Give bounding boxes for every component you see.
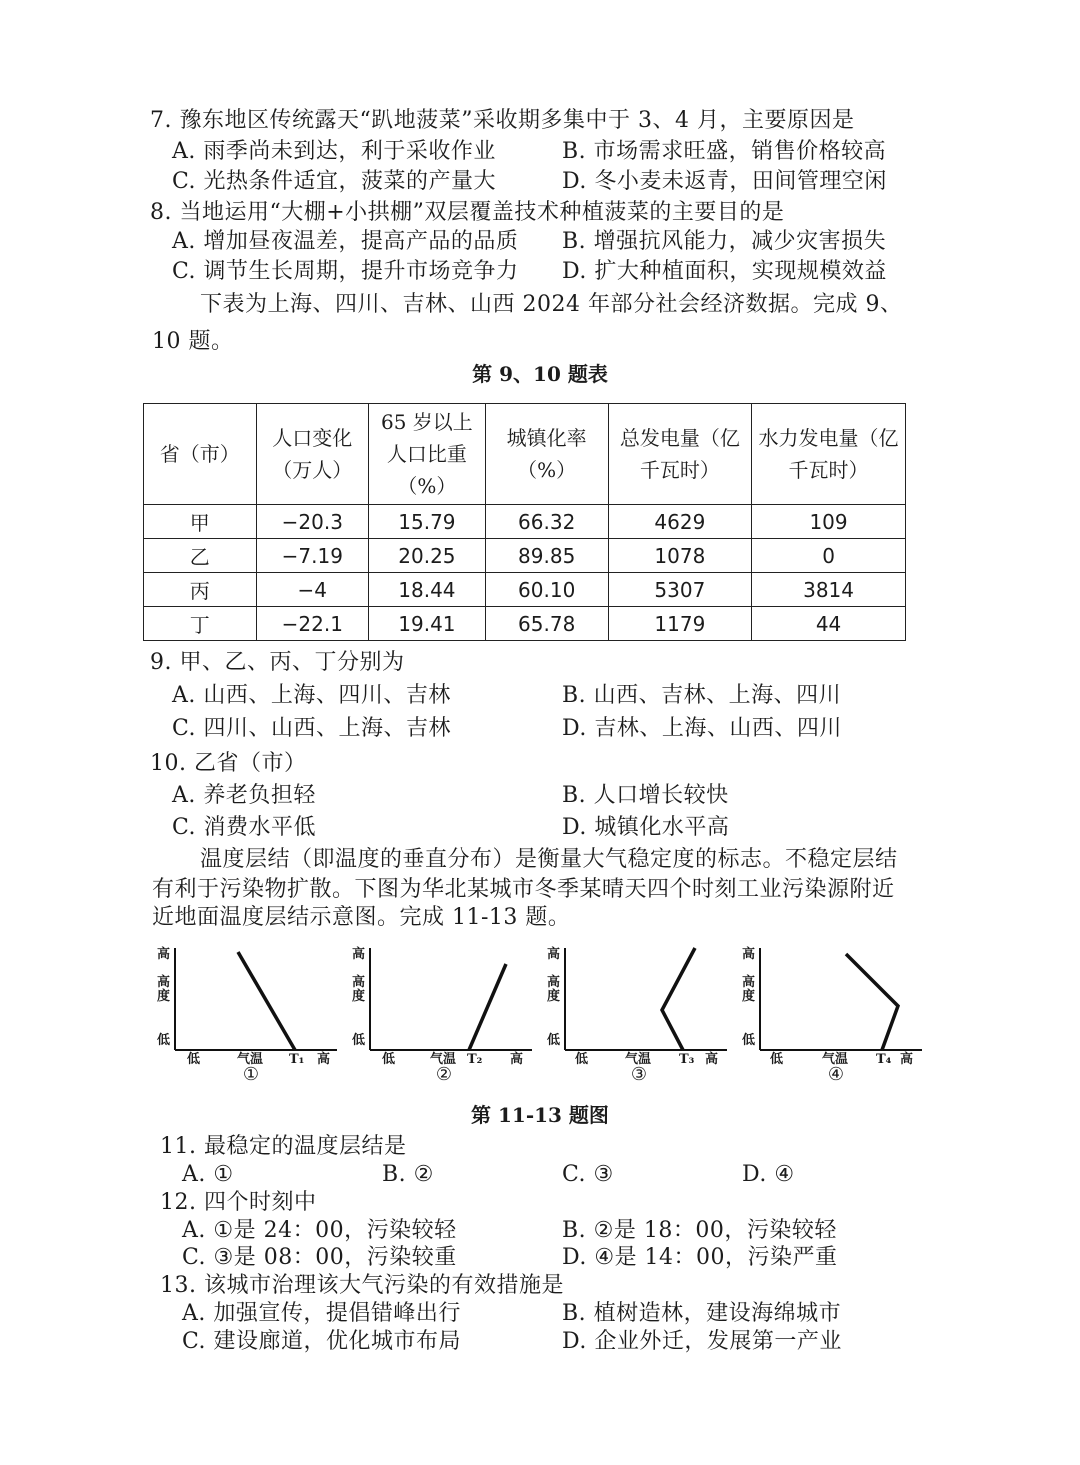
header-hydro-power: 水力发电量（亿千瓦时） [752,404,906,505]
q10-stem: 10. 乙省（市） [150,751,307,776]
x-axis-low: 低 [770,1052,784,1067]
q11-option-d: D. ④ [742,1162,795,1187]
y-axis-high: 高 [157,947,171,962]
table-row [144,573,906,607]
q10-option-c: C. 消费水平低 [172,815,317,840]
header-province: 省（市） [144,404,257,505]
table-cell: 44 [752,607,906,641]
x-axis-low: 低 [575,1052,589,1067]
t-label: T₁ [289,1052,305,1067]
q13-option-d: D. 企业外迁，发展第一产业 [562,1329,842,1354]
q13-option-b: B. 植树造林，建设海绵城市 [562,1301,842,1326]
x-axis-label: 气温 [430,1052,457,1067]
table-header-row [144,404,906,505]
q8-option-c: C. 调节生长周期，提升市场竞争力 [172,259,519,284]
panel-number: ② [435,1064,453,1085]
t-label: T₃ [679,1052,695,1067]
q11-option-a: A. ① [182,1162,234,1187]
q10-option-a: A. 养老负担轻 [172,783,316,808]
q8-stem: 8. 当地运用“大棚+小拱棚”双层覆盖技术种植菠菜的主要目的是 [150,200,785,225]
x-axis-high: 高 [705,1052,719,1067]
table-cell: −20.3 [256,505,369,539]
table-cell: 18.44 [369,573,486,607]
intro-11-13-line1: 温度层结（即温度的垂直分布）是衡量大气稳定度的标志。不稳定层结 [200,847,898,872]
x-axis-high: 高 [317,1052,331,1067]
y-axis-label: 高度 [157,975,171,1004]
q11-option-b: B. ② [382,1162,434,1187]
table-cell: 3814 [752,573,906,607]
x-axis-high: 高 [900,1052,914,1067]
table-cell: 5307 [608,573,752,607]
table-cell: 89.85 [485,539,608,573]
x-axis-low: 低 [382,1052,396,1067]
temperature-profile-2 [350,940,540,1065]
intro-9-10-line2: 10 题。 [152,329,234,354]
table-cell: 20.25 [369,539,486,573]
y-axis-label: 高度 [352,975,366,1004]
q7-option-a: A. 雨季尚未到达，利于采收作业 [172,139,496,164]
table-cell: −22.1 [256,607,369,641]
y-axis-low: 低 [547,1033,561,1048]
table-cell: 乙 [144,539,257,573]
data-table [143,403,906,641]
y-axis-low: 低 [742,1033,756,1048]
q9-option-a: A. 山西、上海、四川、吉林 [172,683,451,708]
table-cell: 4629 [608,505,752,539]
header-urbanization: 城镇化率（%） [485,404,608,505]
table-cell: −4 [256,573,369,607]
q12-option-a: A. ①是 24：00，污染较轻 [182,1218,457,1243]
figure-panel-2 [350,940,540,1090]
y-axis-high: 高 [352,947,366,962]
table-row [144,539,906,573]
panel-number: ① [242,1064,260,1085]
q9-option-d: D. 吉林、上海、山西、四川 [562,716,842,741]
table-cell: 1078 [608,539,752,573]
x-axis-low: 低 [187,1052,201,1067]
table-row [144,607,906,641]
q8-option-d: D. 扩大种植面积，实现规模效益 [562,259,887,284]
table-cell: 66.32 [485,505,608,539]
q8-option-a: A. 增加昼夜温差，提高产品的品质 [172,229,519,254]
q11-option-c: C. ③ [562,1162,614,1187]
intro-11-13-line3: 近地面温度层结示意图。完成 11-13 题。 [152,905,571,930]
t-label: T₂ [467,1052,483,1067]
q12-option-d: D. ④是 14：00，污染严重 [562,1245,838,1270]
y-axis-low: 低 [157,1033,171,1048]
q10-option-d: D. 城镇化水平高 [562,815,730,840]
q12-stem: 12. 四个时刻中 [160,1190,317,1215]
q13-option-c: C. 建设廊道，优化城市布局 [182,1329,462,1354]
temperature-profile-4 [740,940,930,1065]
temperature-profile-3 [545,940,735,1065]
x-axis-high: 高 [510,1052,524,1067]
q9-option-c: C. 四川、山西、上海、吉林 [172,716,452,741]
table-cell: 19.41 [369,607,486,641]
header-total-power: 总发电量（亿千瓦时） [608,404,752,505]
q13-stem: 13. 该城市治理该大气污染的有效措施是 [160,1273,564,1298]
q7-option-c: C. 光热条件适宜，菠菜的产量大 [172,169,497,194]
table-caption: 第 9、10 题表 [472,362,608,386]
q12-option-b: B. ②是 18：00，污染较轻 [562,1218,837,1243]
table-cell: 15.79 [369,505,486,539]
intro-11-13-line2: 有利于污染物扩散。下图为华北某城市冬季某晴天四个时刻工业污染源附近 [152,877,895,902]
q10-option-b: B. 人口增长较快 [562,783,729,808]
q7-option-b: B. 市场需求旺盛，销售价格较高 [562,139,887,164]
y-axis-label: 高度 [742,975,756,1004]
table-cell: 1179 [608,607,752,641]
table-cell: 甲 [144,505,257,539]
figure-panel-1 [155,940,345,1090]
table-cell: 60.10 [485,573,608,607]
header-elderly-ratio: 65 岁以上人口比重（%） [369,404,486,505]
table-cell: 丁 [144,607,257,641]
figure-caption: 第 11-13 题图 [471,1103,609,1127]
x-axis-label: 气温 [237,1052,264,1067]
x-axis-label: 气温 [822,1052,849,1067]
header-population-change: 人口变化（万人） [256,404,369,505]
y-axis-high: 高 [547,947,561,962]
t-label: T₄ [876,1052,892,1067]
q12-option-c: C. ③是 08：00，污染较重 [182,1245,457,1270]
x-axis-label: 气温 [625,1052,652,1067]
q13-option-a: A. 加强宣传，提倡错峰出行 [182,1301,461,1326]
y-axis-label: 高度 [547,975,561,1004]
table-row [144,505,906,539]
figure-panel-4 [740,940,930,1090]
intro-9-10-line1: 下表为上海、四川、吉林、山西 2024 年部分社会经济数据。完成 9、 [200,292,903,317]
q8-option-b: B. 增强抗风能力，减少灾害损失 [562,229,887,254]
y-axis-high: 高 [742,947,756,962]
figure-panel-3 [545,940,735,1090]
table-cell: 0 [752,539,906,573]
q7-stem: 7. 豫东地区传统露天“趴地菠菜”采收期多集中于 3、4 月，主要原因是 [150,108,855,133]
q9-option-b: B. 山西、吉林、上海、四川 [562,683,842,708]
table-cell: 丙 [144,573,257,607]
table-cell: −7.19 [256,539,369,573]
q7-option-d: D. 冬小麦未返青，田间管理空闲 [562,169,887,194]
q11-stem: 11. 最稳定的温度层结是 [160,1134,407,1159]
panel-number: ④ [827,1064,845,1085]
table-cell: 65.78 [485,607,608,641]
temperature-profile-1 [155,940,345,1065]
table-cell: 109 [752,505,906,539]
panel-number: ③ [630,1064,648,1085]
y-axis-low: 低 [352,1033,366,1048]
q9-stem: 9. 甲、乙、丙、丁分别为 [150,650,405,675]
